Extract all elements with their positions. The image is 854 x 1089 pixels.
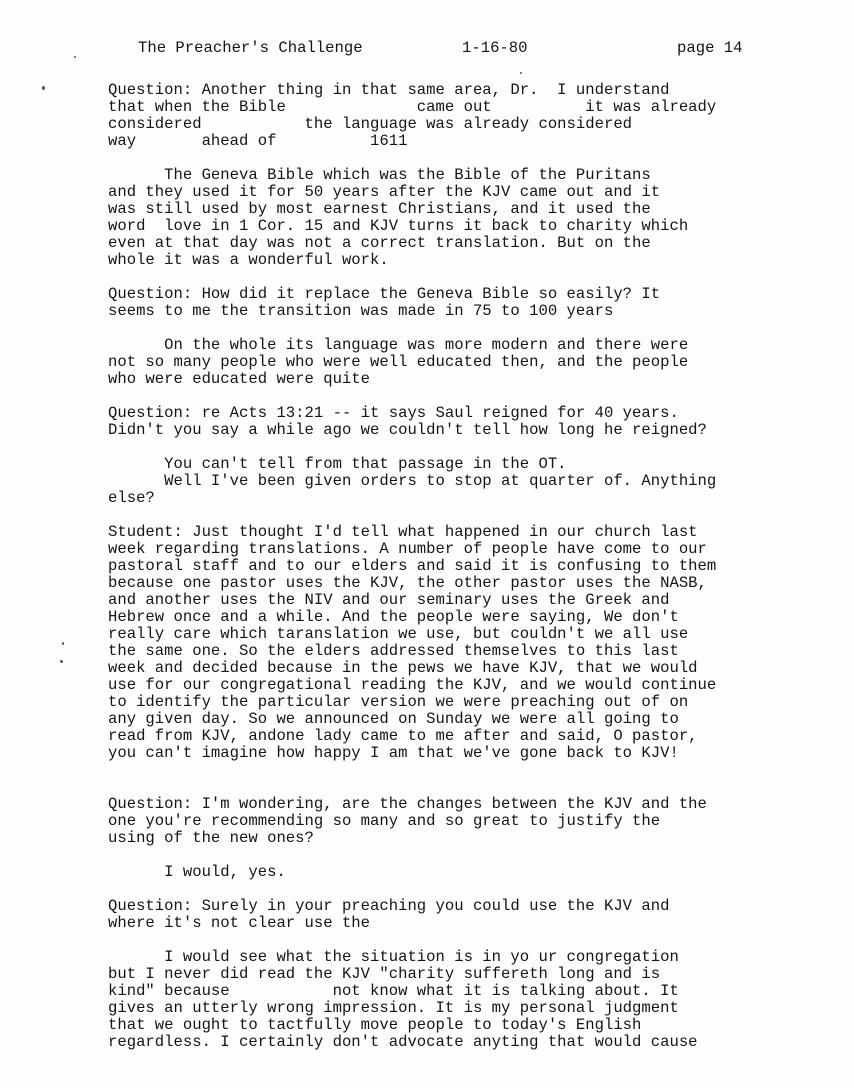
page-header (0, 40, 854, 60)
document-title: The Preacher's Challenge (138, 39, 363, 57)
question-another-thing: Question: Another thing in that same area, Dr. I understand that when the Bible came out it was already considered the language was already considered way ahead of 1611 (108, 81, 717, 150)
scan-speck (62, 642, 64, 645)
answer-cant-tell: You can't tell from that passage in the OT. Well I've been given orders to stop at quarter of. Anything else? (108, 455, 717, 507)
document-date: 1-16-80 (462, 39, 528, 57)
question-acts: Question: re Acts 13:21 -- it says Saul reigned for 40 years. Didn't you say a while ago we couldn't tell how long he reigned? (108, 404, 707, 439)
transcript-body (108, 82, 798, 1051)
question-preaching-kjv: Question: Surely in your preaching you could use the KJV and where it's not clear use the (108, 897, 670, 932)
scan-speck (74, 56, 76, 58)
page-number: page 14 (677, 39, 743, 57)
student-comment: Student: Just thought I'd tell what happened in our church last week regarding translations. A number of people have come to our pastoral staff and to our elders and said it is confusing to them because one pastor uses the KJV, the other pastor uses the NASB, and another uses the NIV and our seminary uses the Greek and Hebrew once and a while. And the people were saying, We don't really care which taranslation we use, but couldn't we all use the same one. So the elders addressed themselves to this last week and decided because in the pews we have KJV, that we would use for our congregational reading the KJV, and we would continue to identify the particular version we were preaching out of on any given day. So we announced on Sunday we were all going to read from KJV, andone lady came to me after and said, O pastor, you can't imagine how happy I am that we've gone back to KJV! (108, 523, 717, 762)
question-replace-geneva: Question: How did it replace the Geneva Bible so easily? It seems to me the transition was made in 75 to 100 years (108, 285, 661, 320)
scan-speck (520, 72, 522, 74)
scan-speck (42, 86, 45, 90)
scan-speck (60, 660, 63, 663)
answer-geneva-bible: The Geneva Bible which was the Bible of the Puritans and they used it for 50 years after the KJV came out and it was still used by most earnest Christians, and it used the word love in 1 Cor. 15 and KJV turns it back to charity which even at that day was not a correct translation. But on the whole it was a wonderful work. (108, 166, 689, 269)
answer-situation: I would see what the situation is in yo ur congregation but I never did read the KJV "charity suffereth long and is kind" because not know what it is talking about. It gives an utterly wrong impression. It is my personal judgment that we ought to tactfully move people to today's English regardless. I certainly don't advocate anyting that would cause (108, 948, 698, 1051)
question-changes: Question: I'm wondering, are the changes between the KJV and the one you're recommending so many and so great to justify the using of the new ones? (108, 795, 707, 847)
answer-i-would-yes: I would, yes. (108, 863, 286, 881)
answer-language-modern: On the whole its language was more modern and there were not so many people who were well educated then, and the people who were educated were quite (108, 336, 689, 388)
